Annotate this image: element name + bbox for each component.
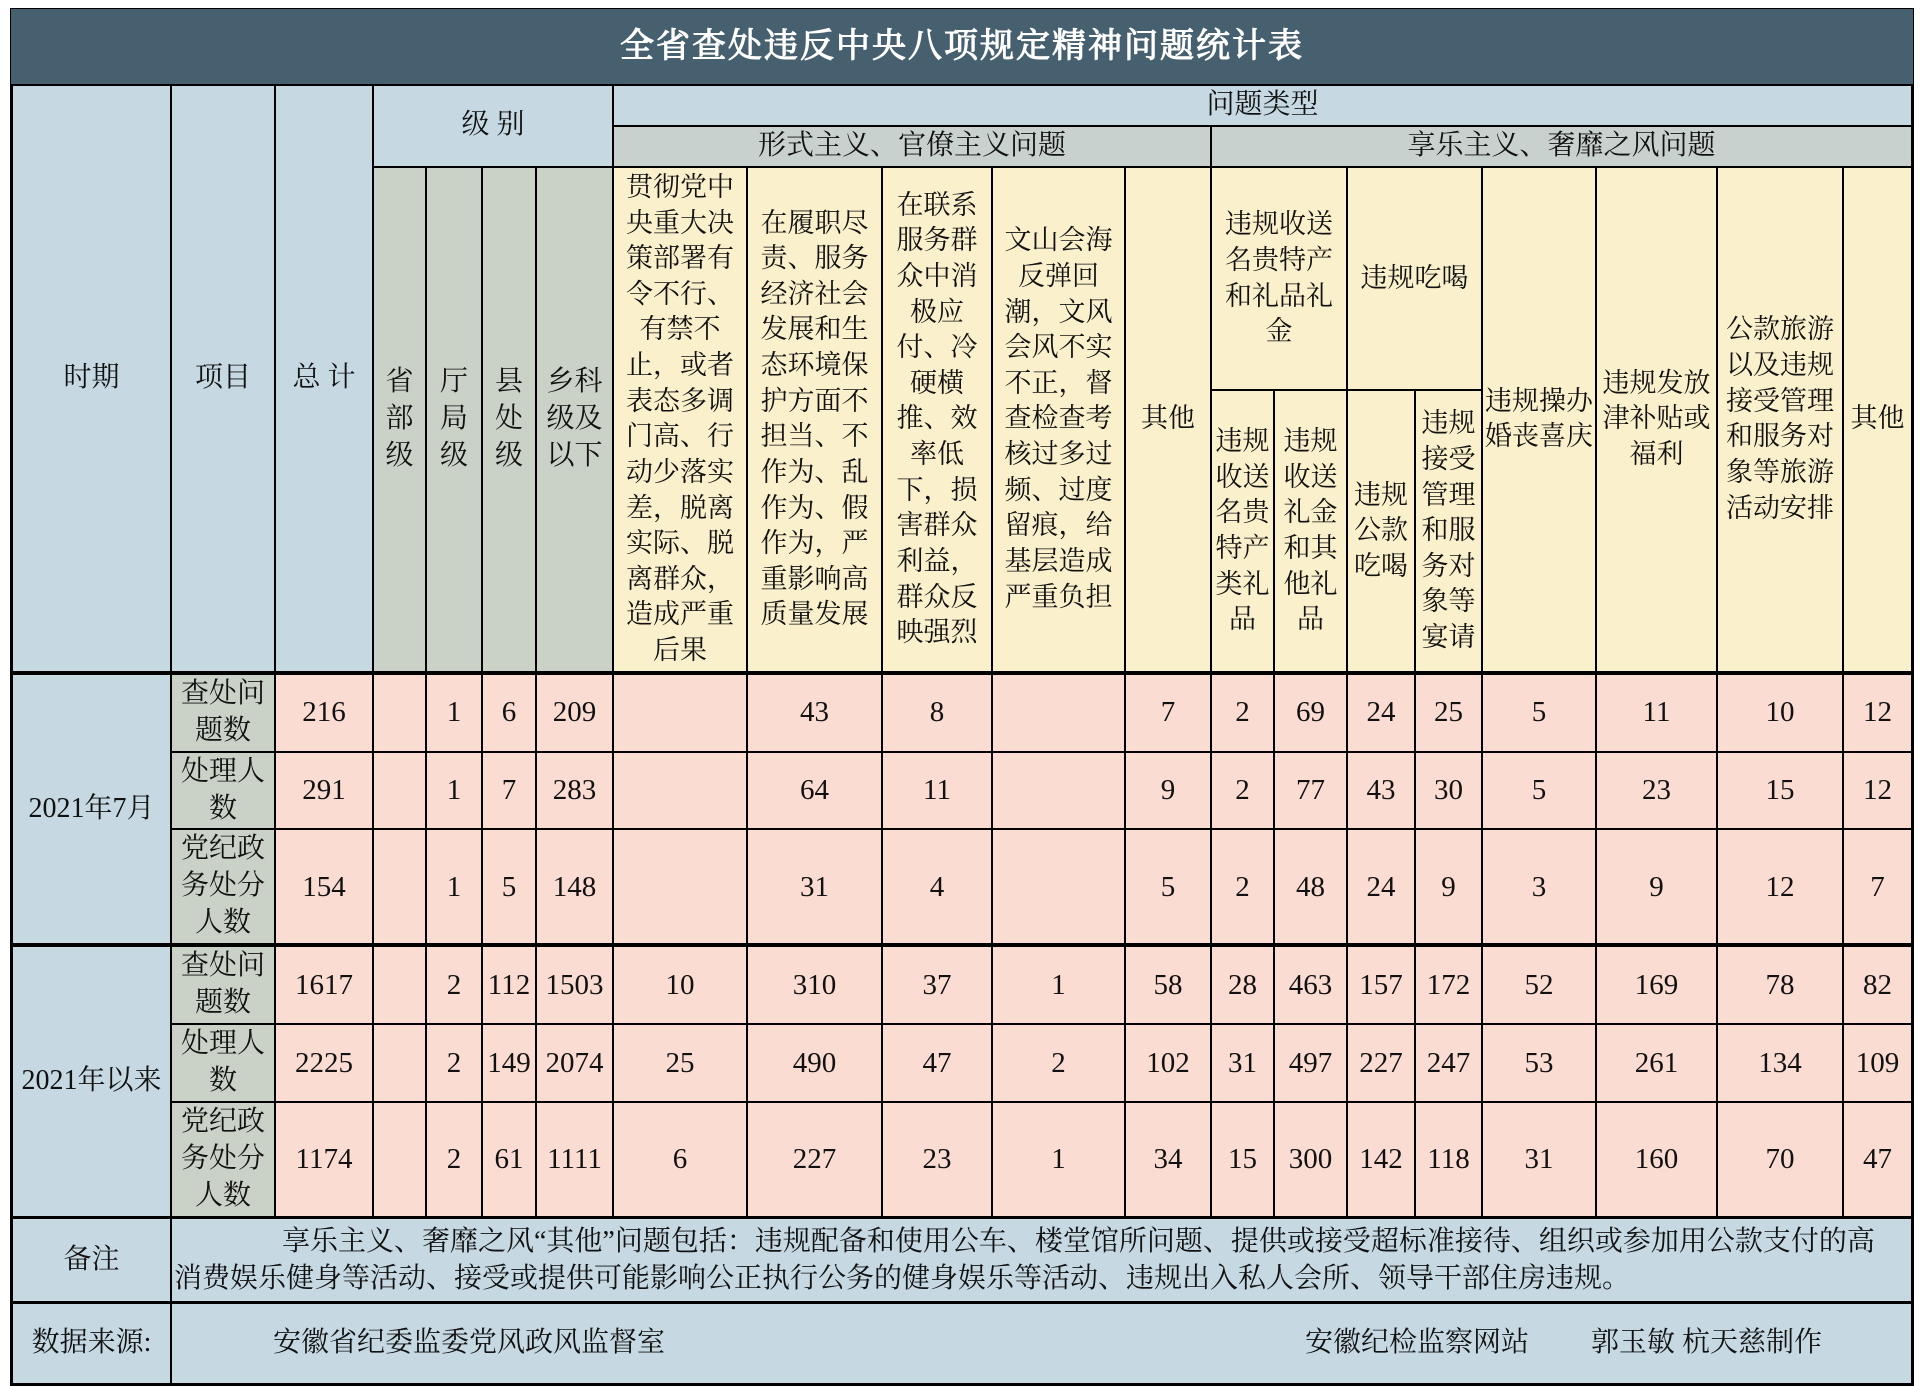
header-gift-money: 违规收送礼金和其他礼品 (1274, 390, 1347, 672)
value-cell: 157 (1347, 945, 1415, 1024)
value-cell: 102 (1125, 1024, 1211, 1102)
value-cell: 61 (482, 1102, 536, 1217)
value-cell: 11 (1596, 673, 1717, 752)
value-cell: 34 (1125, 1102, 1211, 1217)
source-makers: 郭玉敏 杭天慈制作 (1591, 1327, 1823, 1359)
header-formalism-col-3: 在联系服务群众中消极应付、冷硬横推、效率低下，损害群众利益，群众反映强烈 (882, 167, 992, 673)
value-cell: 142 (1347, 1102, 1415, 1217)
statistics-table-container (10, 8, 1914, 1386)
row-label: 党纪政务处分人数 (171, 1102, 275, 1217)
value-cell (992, 829, 1125, 945)
value-cell: 169 (1596, 945, 1717, 1024)
header-dining-banquets: 违规接受管理和服务对象等宴请 (1415, 390, 1482, 672)
value-cell (373, 1024, 426, 1102)
value-cell: 5 (1482, 752, 1596, 830)
period-cell: 2021年以来 (12, 945, 171, 1217)
source-content (171, 1303, 1912, 1384)
value-cell: 43 (1347, 752, 1415, 830)
stats-table (11, 84, 1913, 1385)
value-cell: 37 (882, 945, 992, 1024)
page-title: 全省查处违反中央八项规定精神问题统计表 (11, 9, 1913, 84)
value-cell: 149 (482, 1024, 536, 1102)
value-cell: 82 (1843, 945, 1912, 1024)
value-cell: 261 (1596, 1024, 1717, 1102)
value-cell: 134 (1717, 1024, 1843, 1102)
value-cell: 300 (1274, 1102, 1347, 1217)
value-cell: 24 (1347, 673, 1415, 752)
table-row (12, 673, 1912, 752)
value-cell: 12 (1843, 752, 1912, 830)
value-cell: 15 (1717, 752, 1843, 830)
value-cell: 148 (536, 829, 613, 945)
row-label: 处理人数 (171, 1024, 275, 1102)
header-formalism-col-2: 在履职尽责、服务经济社会发展和生态环境保护方面不担当、不作为、乱作为、假作为，严重影响高质量发展 (747, 167, 882, 673)
value-cell (992, 752, 1125, 830)
value-cell: 172 (1415, 945, 1482, 1024)
value-cell: 4 (882, 829, 992, 945)
table-row (12, 752, 1912, 830)
value-cell: 69 (1274, 673, 1347, 752)
value-cell: 28 (1211, 945, 1274, 1024)
source-label: 数据来源: (12, 1303, 171, 1384)
header-level-department: 厅局级 (426, 167, 482, 673)
header-public-travel: 公款旅游以及违规接受管理和服务对象等旅游活动安排 (1717, 167, 1843, 673)
header-gift-group: 违规收送名贵特产和礼品礼金 (1211, 167, 1347, 390)
header-formalism-other: 其他 (1125, 167, 1211, 673)
value-cell: 1 (426, 673, 482, 752)
header-level-township: 乡科级及以下 (536, 167, 613, 673)
value-cell: 53 (1482, 1024, 1596, 1102)
source-office: 安徽省纪委监委党风政风监督室 (273, 1327, 666, 1359)
value-cell: 31 (747, 829, 882, 945)
value-cell: 463 (1274, 945, 1347, 1024)
value-cell: 25 (1415, 673, 1482, 752)
value-cell: 310 (747, 945, 882, 1024)
value-cell: 9 (1415, 829, 1482, 945)
value-cell: 31 (1482, 1102, 1596, 1217)
value-cell: 247 (1415, 1024, 1482, 1102)
header-item: 项目 (171, 85, 275, 673)
value-cell: 160 (1596, 1102, 1717, 1217)
header-period: 时期 (12, 85, 171, 673)
table-row (12, 1102, 1912, 1217)
value-cell: 1617 (275, 945, 373, 1024)
remark-content (171, 1218, 1912, 1303)
value-cell: 2074 (536, 1024, 613, 1102)
value-cell: 47 (1843, 1102, 1912, 1217)
value-cell: 58 (1125, 945, 1211, 1024)
value-cell (613, 829, 747, 945)
value-cell (373, 945, 426, 1024)
value-cell: 2 (1211, 829, 1274, 945)
value-cell: 5 (1125, 829, 1211, 945)
header-level-province: 省部级 (373, 167, 426, 673)
value-cell: 2 (992, 1024, 1125, 1102)
value-cell: 5 (1482, 673, 1596, 752)
value-cell: 497 (1274, 1024, 1347, 1102)
value-cell: 12 (1843, 673, 1912, 752)
value-cell: 283 (536, 752, 613, 830)
value-cell: 23 (882, 1102, 992, 1217)
header-level-county: 县处级 (482, 167, 536, 673)
value-cell (992, 673, 1125, 752)
value-cell: 1 (992, 945, 1125, 1024)
remark-text: 享乐主义、奢靡之风“其他”问题包括：违规配备和使用公车、楼堂馆所问题、提供或接受超标准接待、组织或参加用公款支付的高消费娱乐健身等活动、接受或提供可能影响公正执行公务的健身娱乐等活动、违规出入私人会所、领导干部住房违规。 (174, 1226, 1875, 1295)
header-total: 总 计 (275, 85, 373, 673)
value-cell (613, 752, 747, 830)
header-level-group: 级 别 (373, 85, 613, 167)
value-cell: 109 (1843, 1024, 1912, 1102)
header-dining-public-funds: 违规公款吃喝 (1347, 390, 1415, 672)
value-cell: 47 (882, 1024, 992, 1102)
table-row (12, 829, 1912, 945)
value-cell: 12 (1717, 829, 1843, 945)
value-cell: 24 (1347, 829, 1415, 945)
row-label: 查处问题数 (171, 673, 275, 752)
header-row-top (12, 85, 1912, 126)
value-cell (373, 1102, 426, 1217)
header-allowances: 违规发放津补贴或福利 (1596, 167, 1717, 673)
table-row (12, 1024, 1912, 1102)
value-cell: 1 (426, 829, 482, 945)
value-cell (373, 829, 426, 945)
value-cell: 78 (1717, 945, 1843, 1024)
table-row (12, 945, 1912, 1024)
value-cell: 23 (1596, 752, 1717, 830)
value-cell: 7 (482, 752, 536, 830)
remark-row (12, 1218, 1912, 1303)
value-cell: 1 (426, 752, 482, 830)
value-cell: 31 (1211, 1024, 1274, 1102)
value-cell: 2 (1211, 752, 1274, 830)
value-cell: 2 (426, 945, 482, 1024)
header-gift-specialty: 违规收送名贵特产类礼品 (1211, 390, 1274, 672)
value-cell: 9 (1125, 752, 1211, 830)
value-cell: 64 (747, 752, 882, 830)
value-cell: 209 (536, 673, 613, 752)
value-cell: 70 (1717, 1102, 1843, 1217)
value-cell: 15 (1211, 1102, 1274, 1217)
value-cell: 30 (1415, 752, 1482, 830)
value-cell: 3 (1482, 829, 1596, 945)
value-cell: 227 (1347, 1024, 1415, 1102)
value-cell: 1111 (536, 1102, 613, 1217)
header-formalism-group: 形式主义、官僚主义问题 (613, 126, 1211, 167)
value-cell: 1 (992, 1102, 1125, 1217)
value-cell: 48 (1274, 829, 1347, 945)
value-cell (613, 673, 747, 752)
value-cell: 2 (426, 1102, 482, 1217)
value-cell: 216 (275, 673, 373, 752)
header-formalism-col-4: 文山会海反弹回潮，文风会风不实不正，督查检查考核过多过频、过度留痕，给基层造成严重负担 (992, 167, 1125, 673)
row-label: 查处问题数 (171, 945, 275, 1024)
value-cell: 10 (613, 945, 747, 1024)
value-cell: 227 (747, 1102, 882, 1217)
value-cell: 1174 (275, 1102, 373, 1217)
value-cell: 77 (1274, 752, 1347, 830)
value-cell: 490 (747, 1024, 882, 1102)
value-cell: 2 (426, 1024, 482, 1102)
value-cell: 118 (1415, 1102, 1482, 1217)
source-row (12, 1303, 1912, 1384)
value-cell: 1503 (536, 945, 613, 1024)
value-cell: 5 (482, 829, 536, 945)
value-cell: 6 (482, 673, 536, 752)
value-cell: 8 (882, 673, 992, 752)
header-wedding-funeral: 违规操办婚丧喜庆 (1482, 167, 1596, 673)
value-cell: 291 (275, 752, 373, 830)
value-cell: 154 (275, 829, 373, 945)
header-dining-group: 违规吃喝 (1347, 167, 1482, 390)
value-cell: 10 (1717, 673, 1843, 752)
value-cell: 9 (1596, 829, 1717, 945)
value-cell: 112 (482, 945, 536, 1024)
value-cell: 25 (613, 1024, 747, 1102)
value-cell: 7 (1843, 829, 1912, 945)
header-hedonism-group: 享乐主义、奢靡之风问题 (1211, 126, 1912, 167)
row-label: 处理人数 (171, 752, 275, 830)
value-cell (373, 673, 426, 752)
value-cell: 11 (882, 752, 992, 830)
remark-label: 备注 (12, 1218, 171, 1303)
value-cell (373, 752, 426, 830)
header-hedonism-other: 其他 (1843, 167, 1912, 673)
value-cell: 52 (1482, 945, 1596, 1024)
value-cell: 43 (747, 673, 882, 752)
value-cell: 2225 (275, 1024, 373, 1102)
value-cell: 7 (1125, 673, 1211, 752)
value-cell: 6 (613, 1102, 747, 1217)
source-site: 安徽纪检监察网站 (1305, 1327, 1530, 1359)
header-problem-type-group: 问题类型 (613, 85, 1912, 126)
value-cell: 2 (1211, 673, 1274, 752)
header-formalism-col-1: 贯彻党中央重大决策部署有令不行、有禁不止，或者表态多调门高、行动少落实差，脱离实际、脱离群众，造成严重后果 (613, 167, 747, 673)
row-label: 党纪政务处分人数 (171, 829, 275, 945)
period-cell: 2021年7月 (12, 673, 171, 946)
